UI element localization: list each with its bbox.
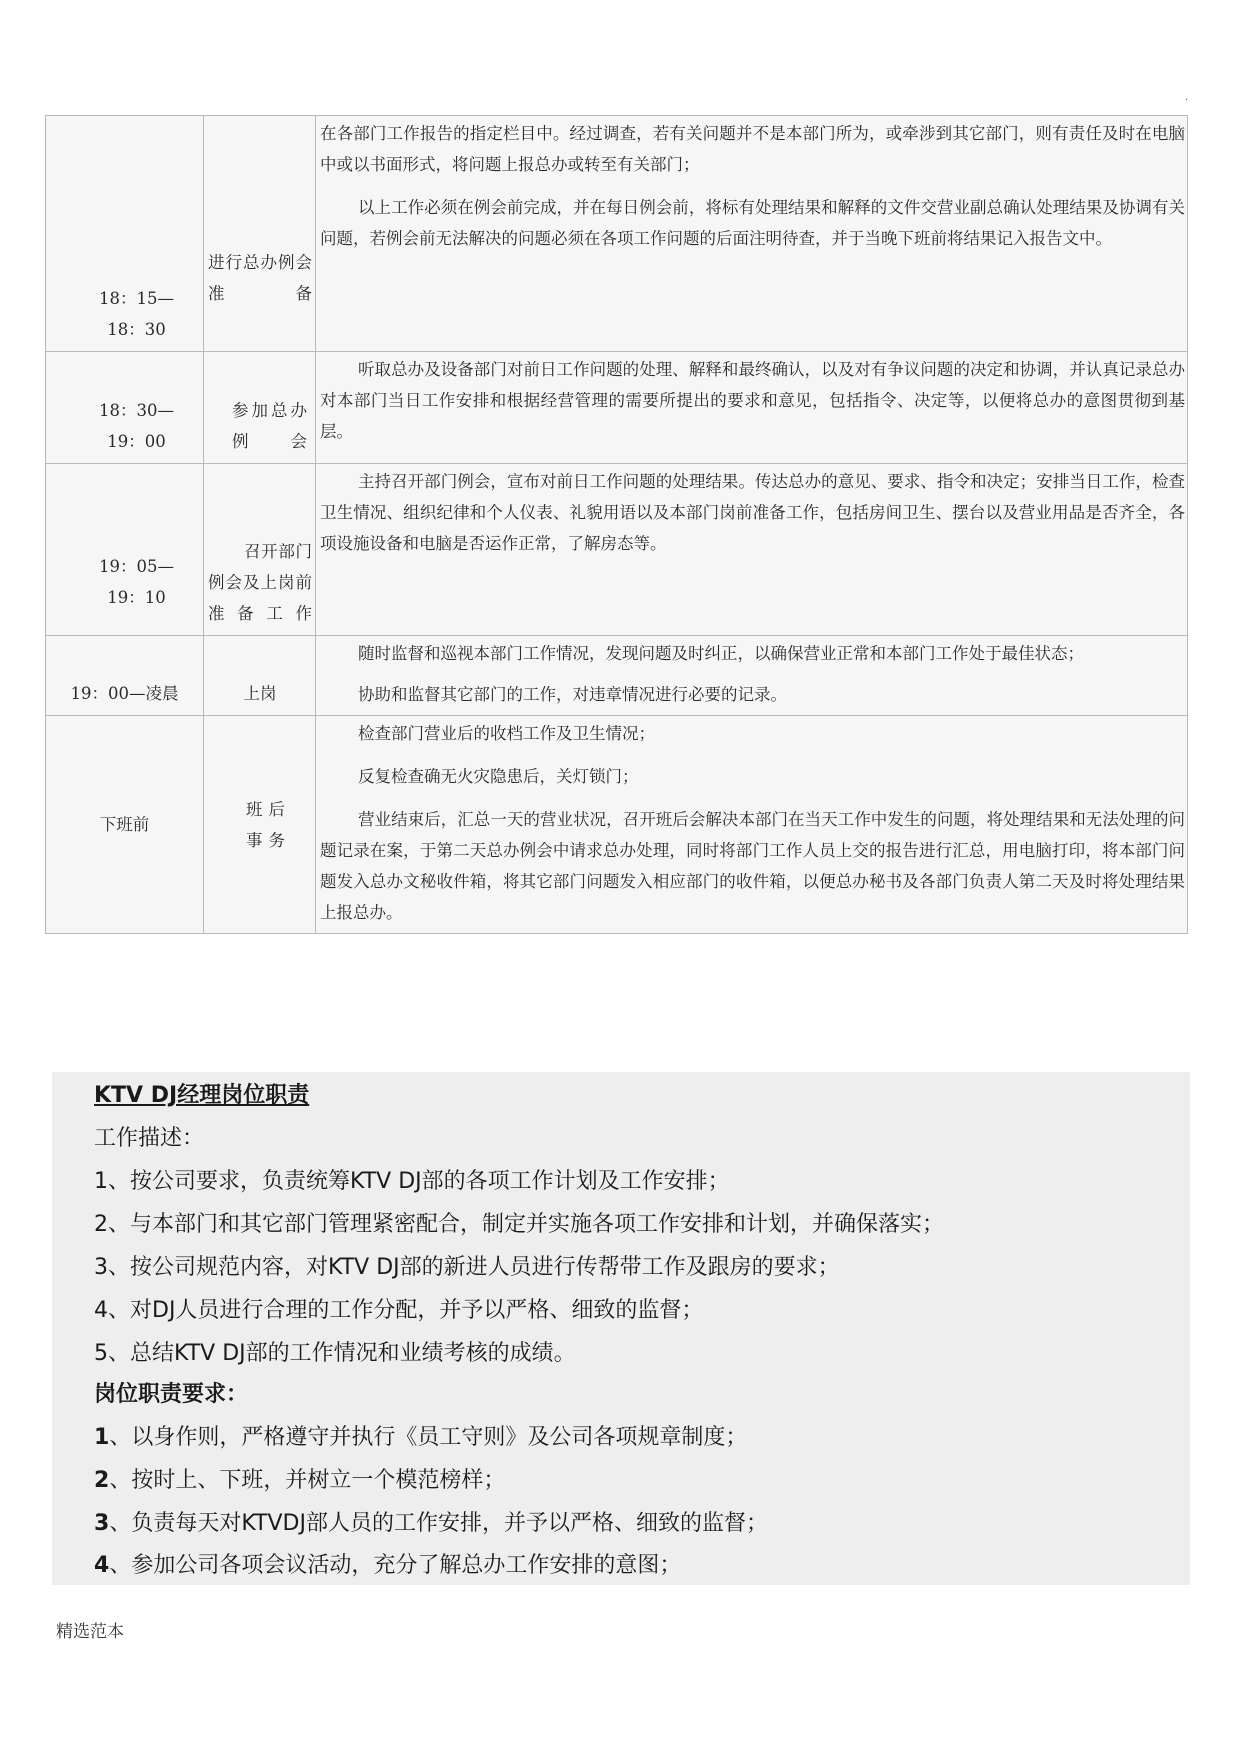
table-row [46,116,1188,352]
task-cell: 班后事务 [204,716,316,934]
task-cell: 进行总办例会准备 [204,116,316,352]
requirement-text: 、负责每天对KTVDJ部人员的工作安排，并予以严格、细致的监督； [109,1511,768,1536]
task-cell: 参加总办例会 [204,352,316,464]
requirement-text: 、参加公司各项会议活动，充分了解总办工作安排的意图； [109,1553,682,1578]
description-paragraph: 在各部门工作报告的指定栏目中。经过调查，若有关问题并不是本部门所为，或牵涉到其它部门，则有责任及时在电脑中或以书面形式，将问题上报总办或转至有关部门； [320,124,1185,174]
description-paragraph: 听取总办及设备部门对前日工作问题的处理、解释和最终确认，以及对有争议问题的决定和协调，并认真记录总办对本部门当日工作安排和根据经营管理的需要所提出的要求和意见，包括指令、决定等，以便将总办的意图贯彻到基层。 [320,360,1185,441]
description-paragraph: 检查部门营业后的收档工作及卫生情况； [358,724,655,743]
requirement-item [94,1463,505,1494]
job-description-panel [52,1072,1190,1585]
table-row [46,716,1188,934]
task-cell: 召开部门例会及上岗前准备工作 [204,464,316,636]
requirement-number: 2 [94,1468,110,1493]
schedule-table [45,115,1188,934]
time-cell: 19：00—凌晨 [46,636,204,716]
table-row [46,352,1188,464]
description-paragraph: 主持召开部门例会，宣布对前日工作问题的处理结果。传达总办的意见、要求、指令和决定；安排当日工作，检查卫生情况、组织纪律和个人仪表、礼貌用语以及本部门岗前准备工作，包括房间卫生、摆台以及营业用品是否齐全，各项设施设备和电脑是否运作正常，了解房态等。 [320,472,1185,553]
job-title: KTV DJ经理岗位职责 [94,1083,310,1108]
description-cell [316,352,1188,464]
requirement-text: 、按时上、下班，并树立一个模范榜样； [109,1468,506,1493]
description-item: 2、与本部门和其它部门管理紧密配合，制定并实施各项工作安排和计划，并确保落实； [94,1212,944,1237]
table-row [46,636,1188,716]
description-cell [316,464,1188,636]
description-paragraph: 随时监督和巡视本部门工作情况，发现问题及时纠正，以确保营业正常和本部门工作处于最佳状态； [358,644,1084,663]
description-item: 5、总结KTV DJ部的工作情况和业绩考核的成绩。 [94,1341,576,1366]
requirement-number: 4 [94,1553,110,1578]
requirement-item [94,1506,768,1537]
task-cell: 上岗 [204,636,316,716]
description-cell [316,716,1188,934]
description-cell [316,116,1188,352]
description-paragraph: 反复检查确无火灾隐患后，关灯锁门； [358,767,639,786]
requirement-text: 、以身作则，严格遵守并执行《员工守则》及公司各项规章制度； [109,1425,748,1450]
table-row [46,464,1188,636]
description-paragraph: 协助和监督其它部门的工作，对违章情况进行必要的记录。 [358,685,787,704]
requirements-heading: 岗位职责要求： [94,1382,249,1407]
time-cell: 19：05—19：10 [46,464,204,636]
description-item: 3、按公司规范内容，对KTV DJ部的新进人员进行传帮带工作及跟房的要求； [94,1255,840,1280]
description-paragraph: 营业结束后，汇总一天的营业状况，召开班后会解决本部门在当天工作中发生的问题，将处理结果和无法处理的问题记录在案，于第二天总办例会中请求总办处理，同时将部门工作人员上交的报告进行汇总，用电脑打印，将本部门问题发入总办文秘收件箱，将其它部门问题发入相应部门的收件箱，以便总办秘书及各部门负责人第二天及时将处理结果上报总办。 [320,810,1185,922]
time-cell: 18：30—19：00 [46,352,204,464]
time-cell: 18：15—18：30 [46,116,204,352]
requirement-item [94,1548,681,1579]
description-cell [316,636,1188,716]
description-paragraph: 以上工作必须在例会前完成，并在每日例会前，将标有处理结果和解释的文件交营业副总确认处理结果及协调有关问题，若例会前无法解决的问题必须在各项工作问题的后面注明待查，并于当晚下班前将结果记入报告文中。 [320,198,1185,248]
requirement-number: 3 [94,1511,110,1536]
description-item: 4、对DJ人员进行合理的工作分配，并予以严格、细致的监督； [94,1298,704,1323]
time-cell: 下班前 [46,716,204,934]
description-item: 1、按公司要求，负责统筹KTV DJ部的各项工作计划及工作安排； [94,1169,730,1194]
corner-mark: . [1185,92,1189,103]
description-heading: 工作描述： [94,1126,205,1151]
requirement-item [94,1420,747,1451]
requirement-number: 1 [94,1425,110,1450]
page-footer: 精选范本 [56,1622,124,1642]
